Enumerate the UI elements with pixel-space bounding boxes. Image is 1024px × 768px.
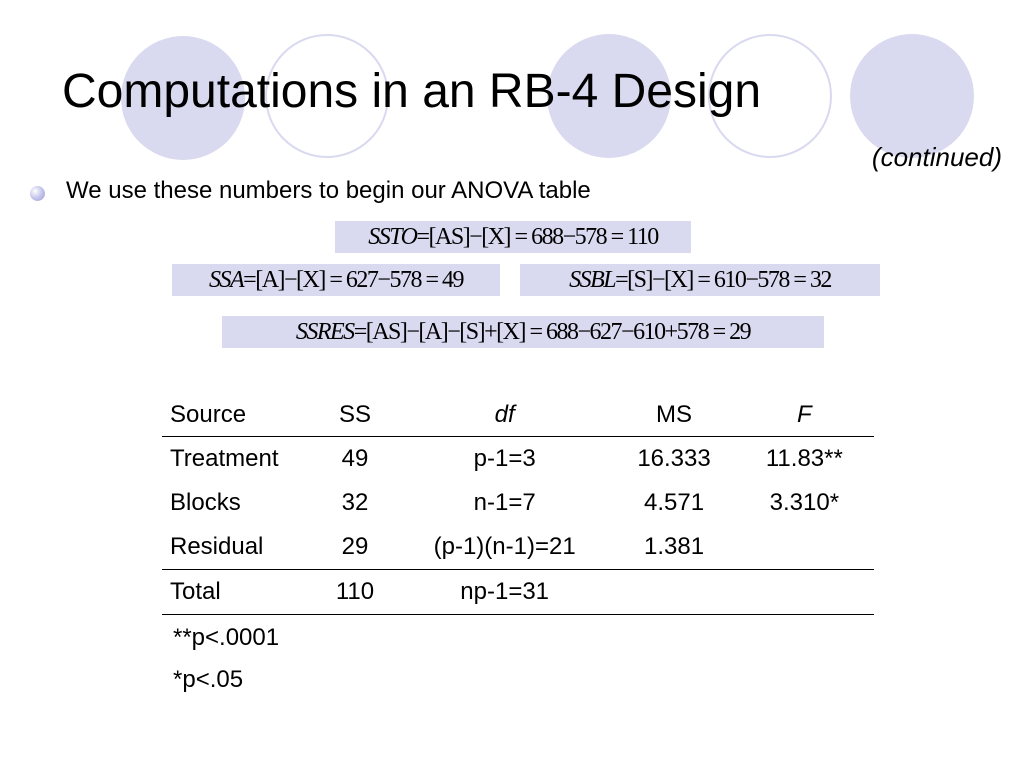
equation-expression: =[AS]−[X] = 688−578 = 110 <box>416 224 658 250</box>
cell-ss: 32 <box>341 489 369 516</box>
cell-ms: 16.333 <box>637 445 711 472</box>
cell-ms <box>613 570 734 615</box>
bullet-icon <box>30 186 45 201</box>
cell-f <box>735 570 874 615</box>
slide-subtitle: (continued) <box>871 142 1002 172</box>
table-row <box>162 525 874 570</box>
slide-title: Computations in an RB-4 Design <box>62 65 762 118</box>
equation-label: SSTO <box>368 224 417 250</box>
cell-df: p-1=3 <box>473 445 536 472</box>
cell-f <box>735 525 874 570</box>
cell-ms: 4.571 <box>643 489 705 516</box>
cell-source: Blocks <box>170 489 241 516</box>
table-row <box>162 481 874 525</box>
header-ss: SS <box>338 401 371 428</box>
bullet-text: We use these numbers to begin our ANOVA table <box>66 177 591 204</box>
significance-note: **p<.0001 <box>173 624 280 651</box>
cell-ss: 49 <box>341 445 369 472</box>
table-header-row <box>162 394 874 437</box>
equation-ssa <box>172 264 500 296</box>
cell-df: (p-1)(n-1)=21 <box>433 533 576 560</box>
equation-label: SSBL <box>569 267 616 293</box>
cell-df: np-1=31 <box>460 578 550 605</box>
cell-source: Treatment <box>170 445 279 472</box>
header-df: df <box>494 401 515 428</box>
header-f: F <box>797 401 812 428</box>
header-ms: MS <box>656 401 693 428</box>
decorative-circle <box>850 34 974 158</box>
cell-f: 11.83** <box>765 445 843 472</box>
header-source: Source <box>170 401 247 428</box>
anova-table <box>162 394 874 615</box>
cell-ms: 1.381 <box>643 533 705 560</box>
equation-ssbl <box>520 264 880 296</box>
equation-ssres <box>222 316 824 348</box>
equation-label: SSRES <box>295 319 354 345</box>
cell-source: Total <box>170 578 221 605</box>
table-row <box>162 437 874 482</box>
cell-df: n-1=7 <box>473 489 536 516</box>
equation-expression: =[S]−[X] = 610−578 = 32 <box>615 267 831 293</box>
cell-source: Residual <box>170 533 264 560</box>
equation-label: SSA <box>209 267 244 293</box>
cell-ss: 29 <box>341 533 369 560</box>
significance-note: *p<.05 <box>173 666 244 693</box>
equation-expression: =[A]−[X] = 627−578 = 49 <box>243 267 463 293</box>
equation-expression: =[AS]−[A]−[S]+[X] = 688−627−610+578 = 29 <box>353 319 751 345</box>
cell-ss: 110 <box>335 578 375 605</box>
equation-ssto <box>335 221 691 253</box>
cell-f: 3.310* <box>769 489 840 516</box>
table-total-row <box>162 570 874 615</box>
